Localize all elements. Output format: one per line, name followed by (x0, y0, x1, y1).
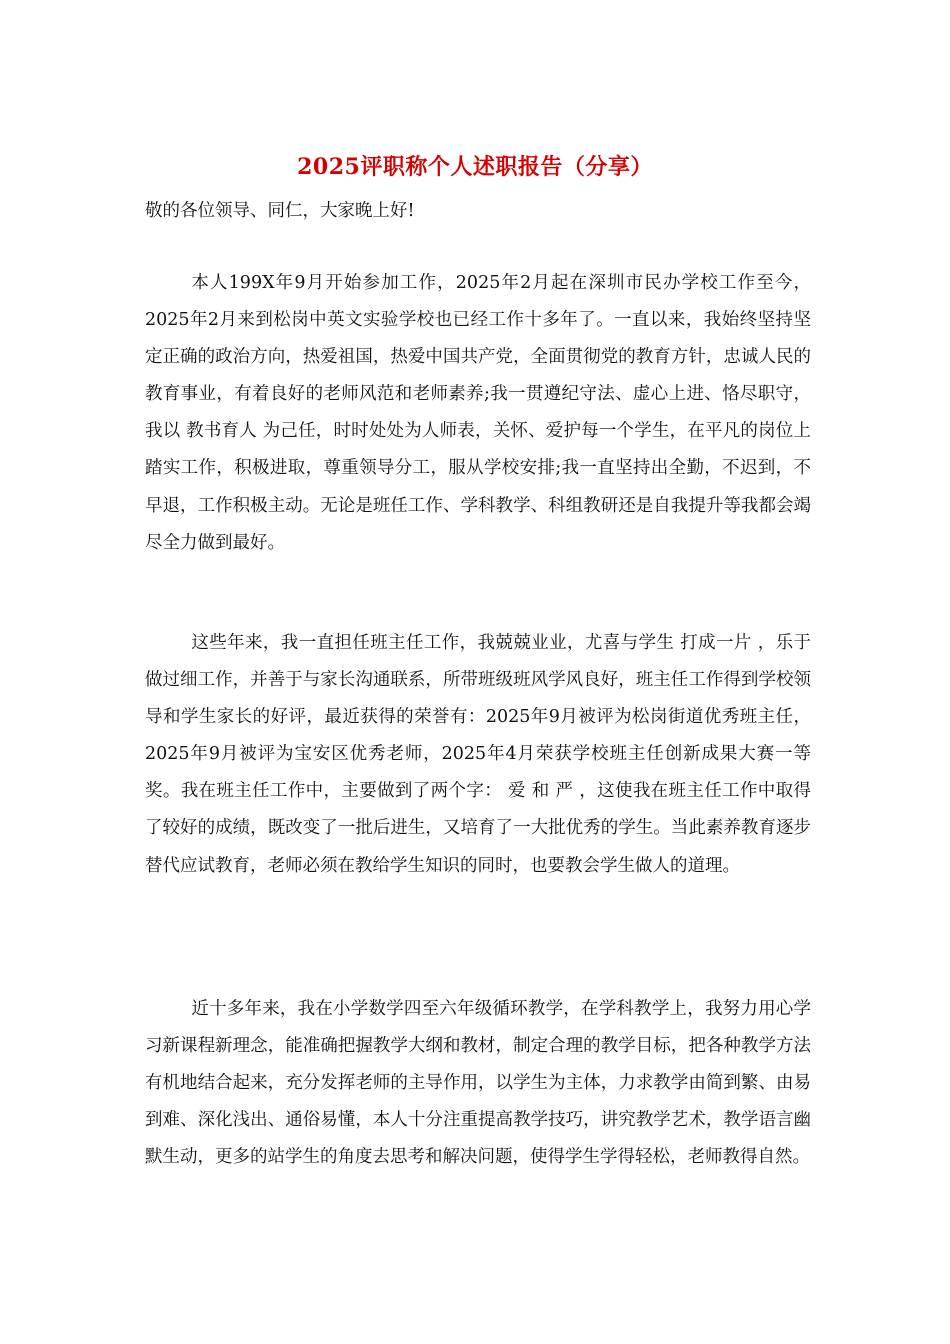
greeting-line: 敬的各位领导、同仁，大家晚上好! (145, 201, 415, 221)
document-title: 2025评职称个人述职报告（分享） (297, 154, 653, 180)
paragraph-1: 本人199X年9月开始参加工作，2025年2月起在深圳市民办学校工作至今，2025年2月来到松岗中英文实验学校也已经工作十多年了。一直以来，我始终坚持坚定正确的政治方向，热爱祖国，热爱中国共产党，全面贯彻党的教育方针，忠诚人民的教育事业，有着良好的老师风范和老师素养;我一贯遵纪守法、虚心上进、恪尽职守，我以 教书育人 为己任，时时处处为人师表，关怀、爱护每一个学生，在平凡的岗位上踏实工作，积极进取，尊重领导分工，服从学校安排;我一直坚持出全勤，不迟到，不早退，工作积极主动。无论是班任工作、学科教学、科组教研还是自我提升等我都会竭尽全力做到最好。 (145, 273, 811, 553)
paragraph-3: 近十多年来，我在小学数学四至六年级循环教学，在学科教学上，我努力用心学习新课程新理念，能准确把握教学大纲和教材，制定合理的教学目标，把各种教学方法有机地结合起来，充分发挥老师的主导作用，以学生为主体，力求教学由简到繁、由易到难、深化浅出、通俗易懂，本人十分注重提高教学技巧，讲究教学艺术，教学语言幽默生动，更多的站学生的角度去思考和解决问题，使得学生学得轻松，老师教得自然。 (145, 999, 811, 1168)
paragraph-2: 这些年来，我一直担任班主任工作，我兢兢业业，尤喜与学生 打成一片 ，乐于做过细工作，并善于与家长沟通联系，所带班级班风学风良好，班主任工作得到学校领导和学生家长的好评，最近获得的荣誉有：2025年9月被评为松岗街道优秀班主任，2025年9月被评为宝安区优秀老师，2025年4月荣获学校班主任创新成果大赛一等奖。我在班主任工作中，主要做到了两个字： 爱 和 严 ，这使我在班主任工作中取得了较好的成绩，既改变了一批后进生，又培育了一大批优秀的学生。当此素养教育逐步替代应试教育，老师必须在教给学生知识的同时，也要教会学生做人的道理。 (145, 633, 811, 876)
